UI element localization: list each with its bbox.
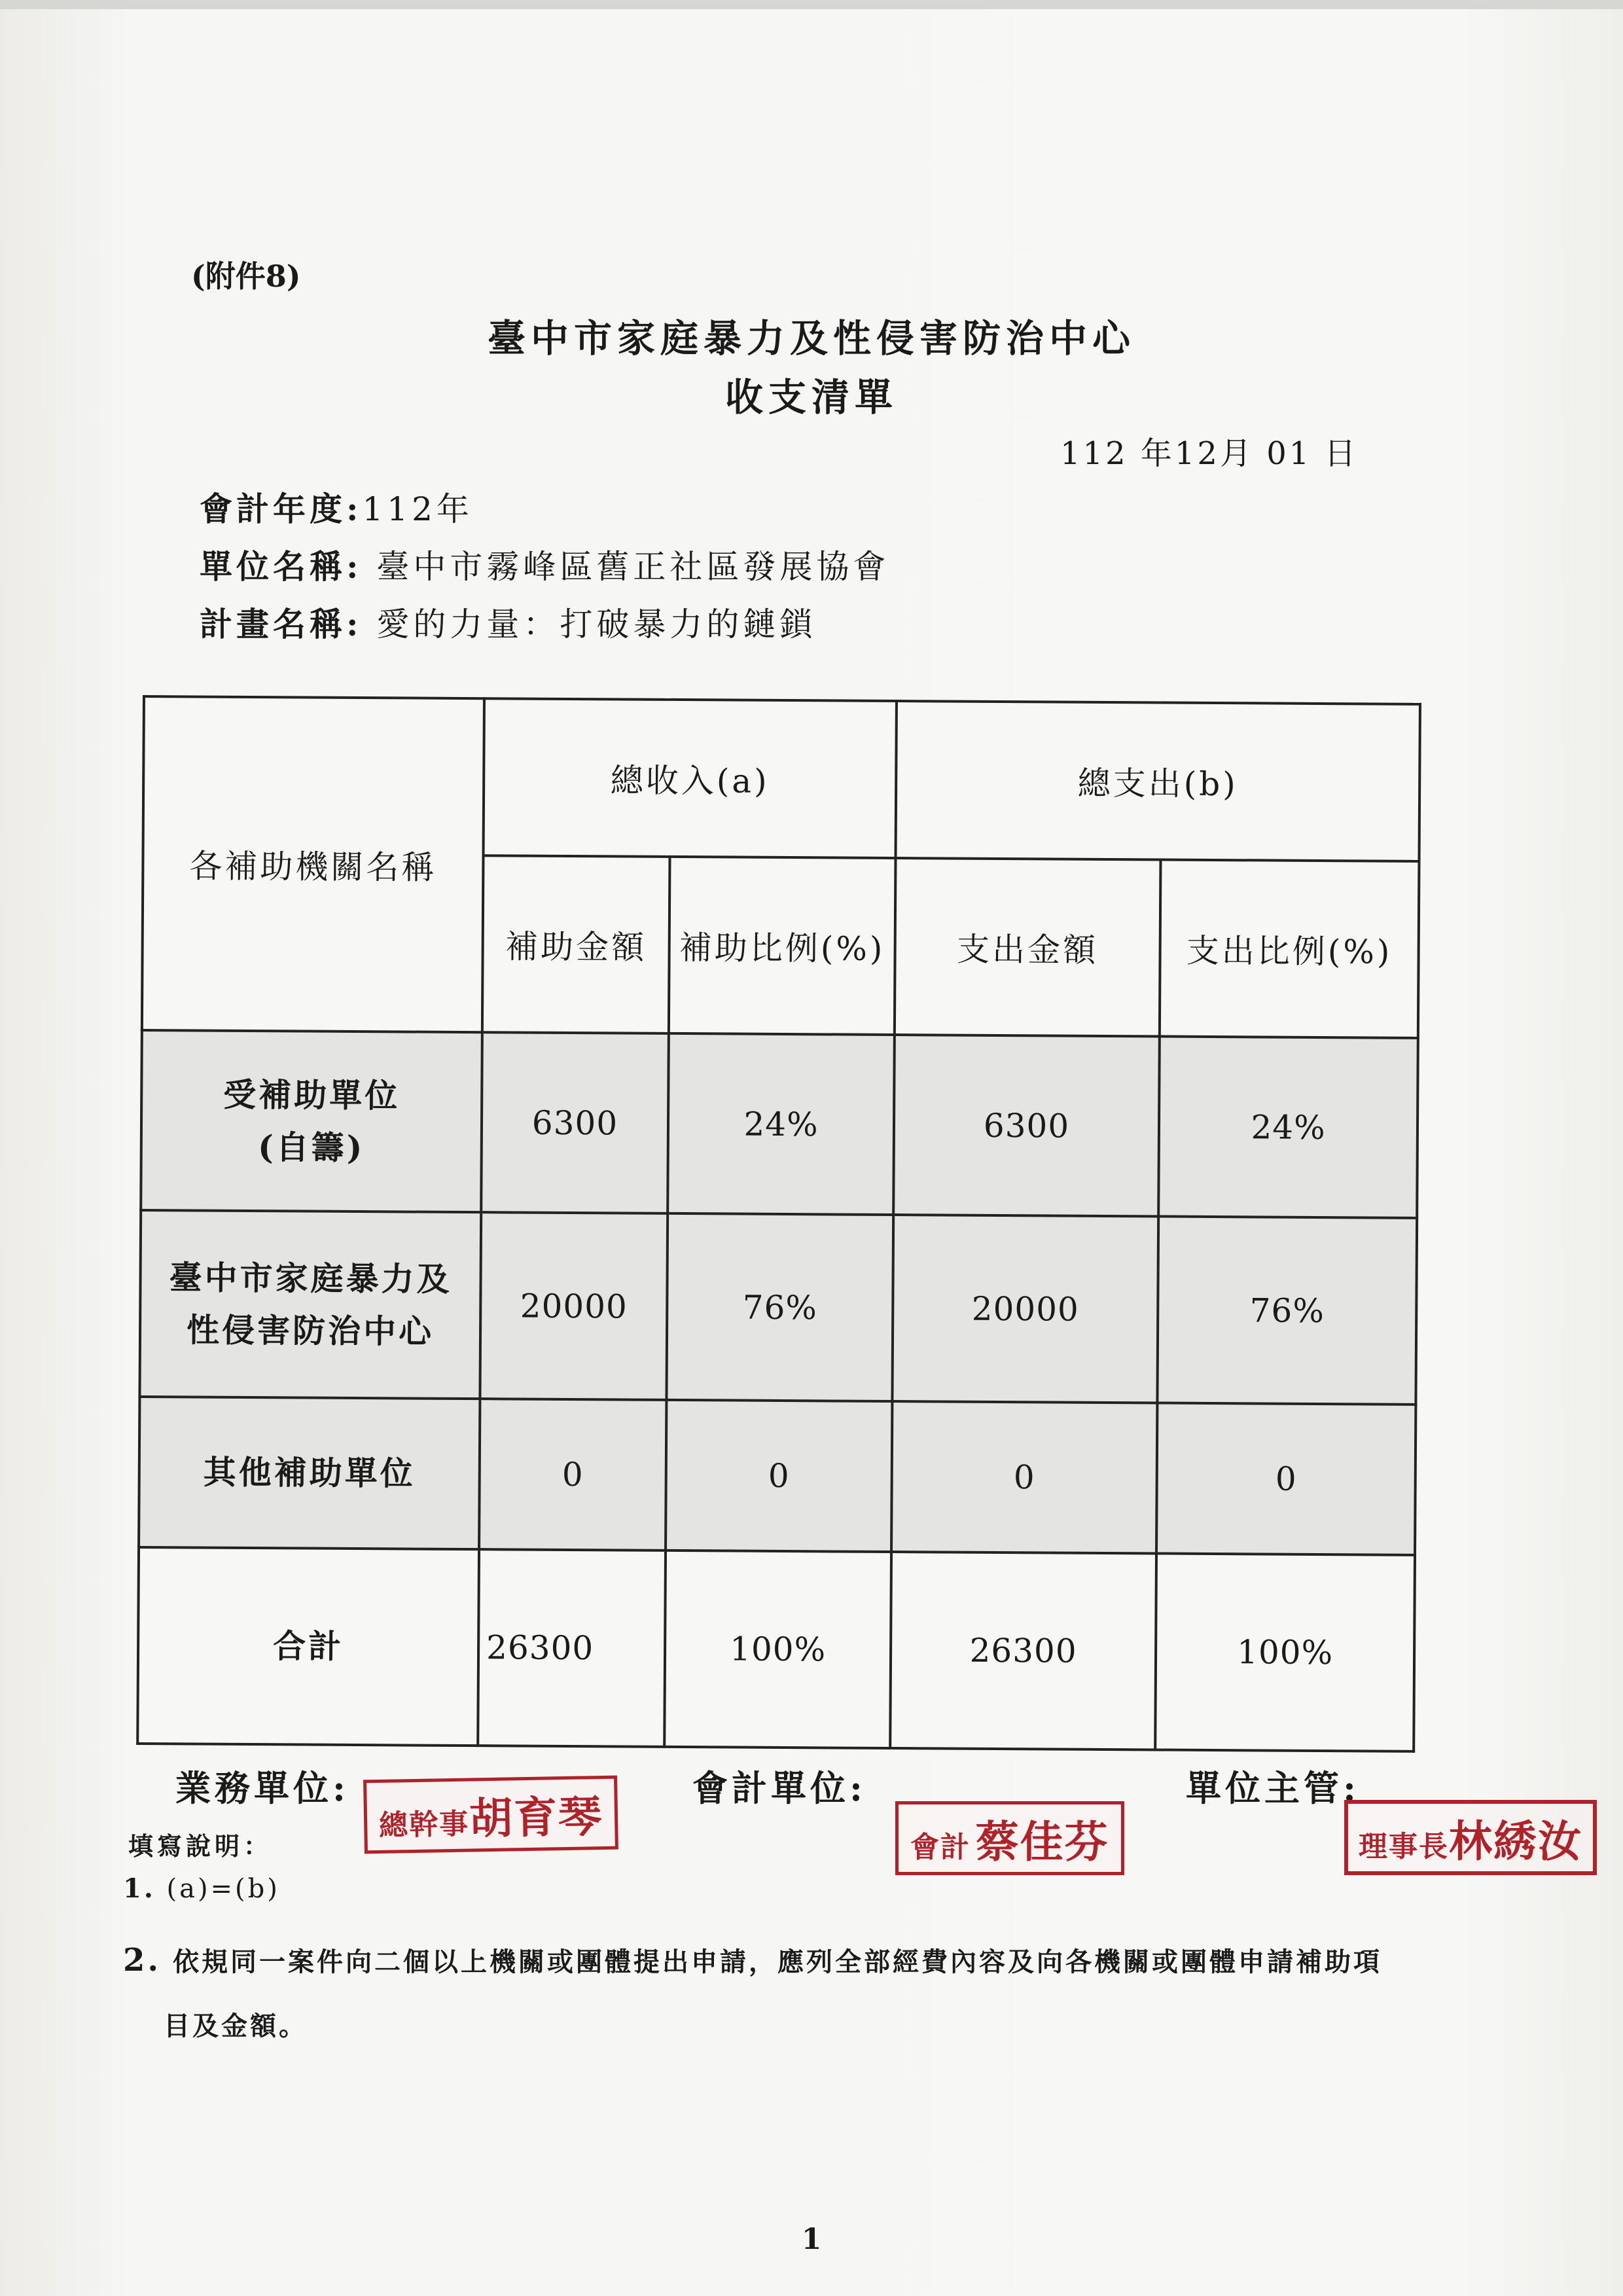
table-row [141,1030,1418,1218]
note-text-continued: 目及金額。 [164,2011,308,2041]
cell-subsidy-amount: 26300 [478,1549,666,1747]
subheader-subsidy-amount: 補助金額 [482,855,670,1033]
note-item [123,1941,1382,1979]
fiscal-year [200,483,473,530]
note-text: 依規同一案件向二個以上機關或團體提出申請，應列全部經費內容及向各機關或團體申請補助項 [173,1946,1383,1977]
cell-subsidy-ratio: 100% [664,1551,891,1748]
cell-subsidy-ratio: 24% [668,1033,895,1215]
document-subtitle: 收支清單 [724,375,898,420]
cell-expense-ratio: 100% [1155,1553,1415,1751]
subheader-subsidy-ratio: 補助比例(%) [669,857,896,1035]
accounting-unit-stamp [895,1801,1124,1875]
cell-subsidy-amount: 6300 [481,1032,669,1213]
document-date: 112 年12月 01 日 [1060,435,1359,472]
income-header: 總收入(a) [484,698,897,858]
subheader-expense-ratio: 支出比例(%) [1160,860,1419,1038]
row-label [141,1030,482,1212]
corner-header: 各補助機關名稱 [142,696,484,1032]
row-label: 其他補助單位 [139,1397,480,1549]
stamp-title: 總幹事 [378,1807,470,1842]
income-expense-table [136,695,1421,1753]
cell-subsidy-amount: 20000 [480,1212,668,1400]
unit-head-label: 單位主管: [1186,1767,1360,1809]
table-row [139,1397,1416,1555]
cell-subsidy-ratio: 0 [666,1400,892,1552]
table-row [139,1210,1417,1405]
row-label: 合計 [137,1547,479,1746]
unit-name-label: 單位名稱: [200,547,363,586]
note-number: 1. [123,1873,156,1904]
note-number: 2. [123,1942,162,1979]
project-name-value: 愛的力量：打破暴力的鏈鎖 [376,605,817,643]
unit-head-stamp [1344,1800,1597,1875]
unit-name [200,541,889,588]
row-label-line1: 臺中市家庭暴力及 [169,1257,452,1299]
stamp-name: 林綉汝 [1449,1816,1582,1867]
project-name [200,598,816,645]
project-name-label: 計畫名稱: [200,605,363,643]
stamp-title: 理事長 [1359,1830,1449,1863]
notes-title: 填寫說明： [128,1831,273,1861]
page-number: 1 [801,2223,822,2256]
table-row-total [137,1547,1415,1751]
row-label-line2: 性侵害防治中心 [186,1310,435,1351]
attachment-label: (附件8) [191,259,301,294]
cell-expense-ratio: 24% [1158,1037,1418,1218]
cell-subsidy-amount: 0 [479,1399,666,1551]
fiscal-year-value: 112年 [362,490,473,528]
cell-expense-amount: 6300 [893,1035,1160,1216]
accounting-unit-label: 會計單位: [692,1767,866,1809]
cell-expense-amount: 20000 [892,1215,1158,1403]
note-item [123,1873,280,1904]
stamp-name: 胡育琴 [469,1791,603,1844]
cell-subsidy-ratio: 76% [666,1213,893,1401]
cell-expense-amount: 0 [891,1401,1157,1553]
note-text: (a)=(b) [166,1874,280,1904]
cell-expense-ratio: 76% [1157,1216,1417,1404]
business-unit-label: 業務單位: [175,1767,349,1809]
row-label-line1: 受補助單位 [223,1075,401,1115]
cell-expense-amount: 26300 [890,1552,1156,1749]
fiscal-year-label: 會計年度: [200,490,363,528]
expense-header: 總支出(b) [896,701,1420,861]
row-label-line2: (自籌) [257,1127,365,1167]
stamp-name: 蔡佳芬 [975,1816,1109,1867]
stamp-title: 會計 [910,1831,971,1864]
subheader-expense-amount: 支出金額 [895,858,1161,1036]
unit-name-value: 臺中市霧峰區舊正社區發展協會 [376,548,890,586]
business-unit-stamp [363,1776,618,1854]
row-label [139,1210,481,1399]
document-title: 臺中市家庭暴力及性侵害防治中心 [487,316,1135,361]
cell-expense-ratio: 0 [1156,1403,1416,1554]
scan-edge [0,0,1623,9]
